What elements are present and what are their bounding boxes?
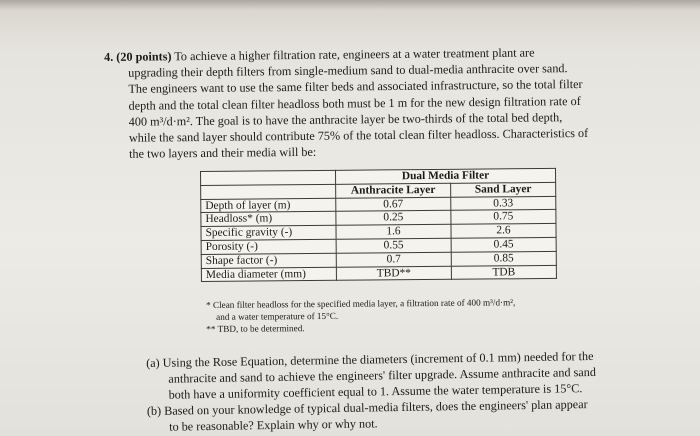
sand-value: 0.33 xyxy=(451,196,556,211)
question-a-line-1: (a) Using the Rose Equation, determine the diameters (increment of 0.1 mm) needed for the xyxy=(146,348,594,370)
problem-text-3: depth and the total clean filter headloss both must be 1 m for the new design filtration rate of xyxy=(128,93,581,113)
sand-value: 2.6 xyxy=(451,224,556,239)
row-label: Shape factor (-) xyxy=(201,253,336,268)
sand-value: TDB xyxy=(451,265,556,280)
sand-value: 0.85 xyxy=(451,251,556,266)
sand-value: 0.45 xyxy=(451,237,556,252)
problem-text-4: 400 m³/d·m². The goal is to have the anthracite layer be two-thirds of the total bed depth, xyxy=(128,110,563,129)
problem-points: (20 points) xyxy=(116,49,172,64)
problem-text-2: The engineers want to use the same filter beds and associated infrastructure, so the total filter xyxy=(128,77,583,97)
row-label: Media diameter (mm) xyxy=(201,267,336,282)
sand-value: 0.75 xyxy=(451,210,556,225)
anthracite-value: 0.67 xyxy=(336,197,451,212)
question-a-line-3: both have a uniformity coefficient equal to 1. Assume the water temperature is 15°C. xyxy=(168,381,583,402)
anthracite-value: 1.6 xyxy=(336,224,451,239)
row-label: Specific gravity (-) xyxy=(201,226,336,241)
anthracite-value: 0.7 xyxy=(336,252,451,267)
problem-statement xyxy=(104,43,645,162)
table-group-header: Dual Media Filter xyxy=(335,168,555,184)
question-b-line-2: to be reasonable? Explain why or why not. xyxy=(169,416,378,434)
row-label: Depth of layer (m) xyxy=(201,198,336,213)
footnote-1-line-2: and a water temperature of 15°C. xyxy=(216,310,339,322)
problem-text-5: while the sand layer should contribute 75% of the total clean filter headloss. Characteristics of xyxy=(128,125,589,145)
table-footnotes xyxy=(206,295,626,335)
problem-number: 4. xyxy=(104,49,114,64)
problem-questions xyxy=(146,347,667,435)
anthracite-value: 0.55 xyxy=(336,238,451,253)
col-header-sand: Sand Layer xyxy=(451,182,556,197)
question-b-line-1: (b) Based on your knowledge of typical dual-media filters, does the engineers' plan appear xyxy=(146,397,588,418)
problem-text-1: upgrading their depth filters from single-medium sand to dual-media anthracite over sand. xyxy=(128,61,568,80)
anthracite-value: TBD** xyxy=(336,266,451,281)
row-label: Porosity (-) xyxy=(201,239,336,254)
problem-text-6: the two layers and their media will be: xyxy=(129,145,317,161)
question-a-line-2: anthracite and sand to achieve the engineers' filter upgrade. Assume anthracite and sand xyxy=(168,364,597,386)
problem-text-0: To achieve a higher filtration rate, engineers at a water treatment plant are xyxy=(174,45,535,64)
page-top-shadow xyxy=(0,0,700,10)
anthracite-value: 0.25 xyxy=(336,211,451,226)
col-header-anthracite: Anthracite Layer xyxy=(336,183,451,198)
footnote-1-line-1: * Clean filter headloss for the specified media layer, a filtration rate of 400 m³/d·m², xyxy=(206,297,516,310)
media-characteristics-table xyxy=(200,168,557,282)
row-label: Headloss* (m) xyxy=(201,212,336,227)
table-row xyxy=(201,265,556,282)
footnote-2: ** TBD, to be determined. xyxy=(206,323,305,334)
